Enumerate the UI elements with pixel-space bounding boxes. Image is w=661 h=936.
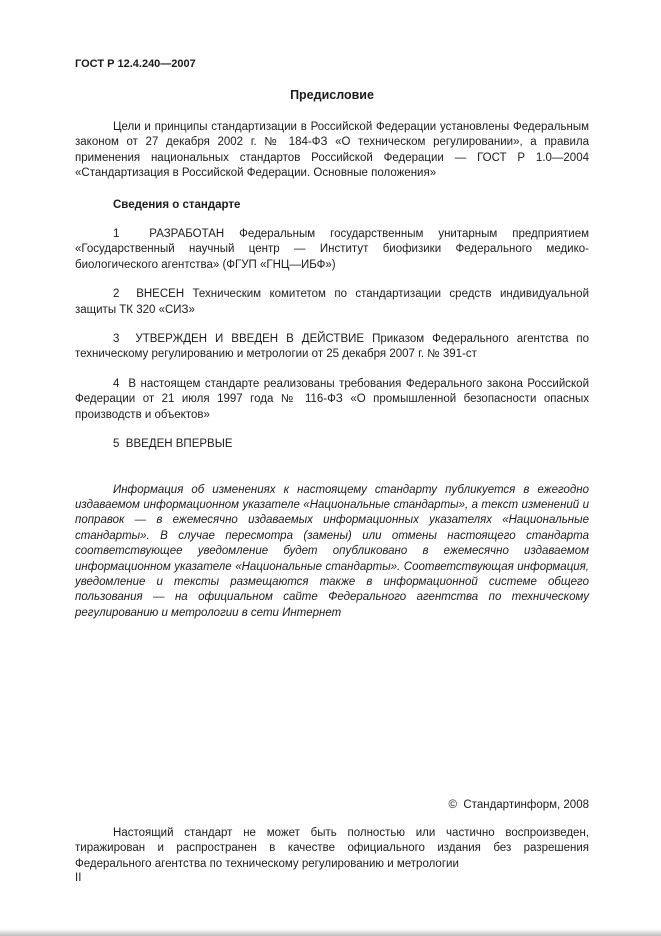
standard-info-item-4: 4 В настоящем стандарте реализованы требования Федерального закона Российской Федерации от 21 июля 1997 года № 116-ФЗ «О промышленной безопасности опасных производств и объектов»	[75, 377, 589, 421]
copyright-line: © Стандартинформ, 2008	[448, 799, 589, 811]
standard-info-item-3: 3 УТВЕРЖДЕН И ВВЕДЕН В ДЕЙСТВИЕ Приказом Федерального агентства по техническому регулированию и метрологии от 25 декабря 2007 г. № 391-ст	[75, 333, 589, 361]
page-title: Предисловие	[290, 88, 374, 102]
intro-paragraph: Цели и принципы стандартизации в Российской Федерации установлены Федеральным законом от 27 декабря 2002 г. № 184-ФЗ «О техническом регулировании», а правила применения национальных стандартов Российской Федерации — ГОСТ Р 1.0—2004 «Стандартизация в Российской Федерации. Основные положения»	[75, 121, 589, 180]
amendment-information-note: Информация об изменениях к настоящему стандарту публикуется в ежегодно издаваемом информационном указателе «Национальные стандарты», а текст изменений и поправок — в ежемесячно издаваемых информационных указателях «Национальные стандарты». В случае пересмотра (замены) или отмены настоящего стандарта соответствующее уведомление будет опубликовано в ежемесячно издаваемом информационном указателе «Национальные стандарты». Соответствующая информация, уведомление и тексты размещаются также в информационной системе общего пользования — на официальном сайте Федерального агентства по техническому регулированию и метрологии в сети Интернет	[75, 483, 589, 619]
section-heading: Сведения о стандарте	[113, 198, 241, 211]
page-number: II	[75, 872, 82, 884]
document-number: ГОСТ Р 12.4.240—2007	[75, 58, 196, 70]
standard-info-item-2: 2 ВНЕСЕН Техническим комитетом по стандартизации средств индивидуальной защиты ТК 320 «СИЗ»	[75, 288, 589, 316]
reproduction-restriction: Настоящий стандарт не может быть полностью или частично воспроизведен, тиражирован и распространен в качестве официального издания без разрешения Федерального агентства по техническому регулированию и метрологии	[75, 827, 589, 870]
standard-info-item-5: 5 ВВЕДЕН ВПЕРВЫЕ	[113, 438, 233, 451]
standard-info-item-1: 1 РАЗРАБОТАН Федеральным государственным унитарным предприятием «Государственный научный центр — Институт биофизики Федерального медико-биологического агентства» (ФГУП «ГНЦ—ИБФ»)	[75, 228, 589, 271]
page-bottom-edge	[0, 929, 661, 936]
